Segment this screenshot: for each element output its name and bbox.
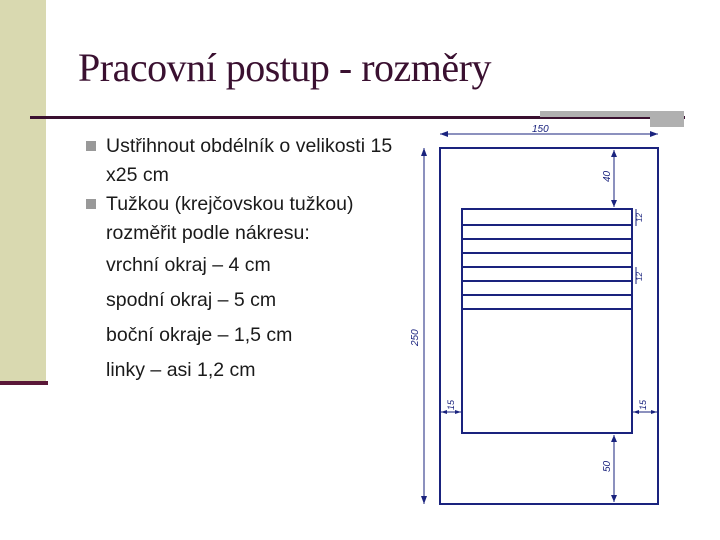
measure-list <box>86 248 406 388</box>
arrow-down-icon <box>611 200 617 207</box>
arrow-down-icon <box>421 496 427 504</box>
left-decor-line <box>0 381 48 385</box>
left-decor-band <box>0 0 46 384</box>
bullet-square-icon <box>86 141 96 151</box>
left-side-margin-label: 15 <box>446 399 456 410</box>
inner-rectangle <box>462 209 632 433</box>
bottom-margin-label: 50 <box>602 460 613 472</box>
bullet-item <box>86 132 406 190</box>
measure-line: boční okraje – 1,5 cm <box>106 324 293 346</box>
arrow-up-icon <box>611 435 617 442</box>
bullet-text: Ustřihnout obdélník o velikosti 15 x25 cm <box>106 135 393 186</box>
arrow-left-icon <box>440 131 448 137</box>
bullet-text: Tužkou (krejčovskou tužkou) rozměřit podle nákresu: <box>106 193 354 244</box>
arrow-up-icon <box>421 148 427 156</box>
dimension-drawing <box>410 124 670 510</box>
measure-line: vrchní okraj – 4 cm <box>106 254 271 276</box>
bullet-item <box>86 190 406 248</box>
outer-rectangle <box>440 148 658 504</box>
top-margin-label: 40 <box>602 170 613 182</box>
arrow-right-icon <box>650 131 658 137</box>
arrow-right-icon <box>651 410 657 414</box>
right-side-margin-label: 15 <box>638 399 648 410</box>
height-label: 250 <box>410 329 421 346</box>
width-label: 150 <box>532 124 549 135</box>
line-spacing-bottom-label: 12 <box>635 272 644 281</box>
arrow-up-icon <box>611 150 617 157</box>
bullet-list <box>86 132 406 388</box>
measure-line: linky – asi 1,2 cm <box>106 359 256 381</box>
arrow-down-icon <box>611 495 617 502</box>
bullet-square-icon <box>86 199 96 209</box>
slide-title: Pracovní postup - rozměry <box>78 45 491 90</box>
line-spacing-top-label: 12 <box>635 213 644 222</box>
ruled-lines <box>462 225 632 309</box>
measure-line: spodní okraj – 5 cm <box>106 289 277 311</box>
